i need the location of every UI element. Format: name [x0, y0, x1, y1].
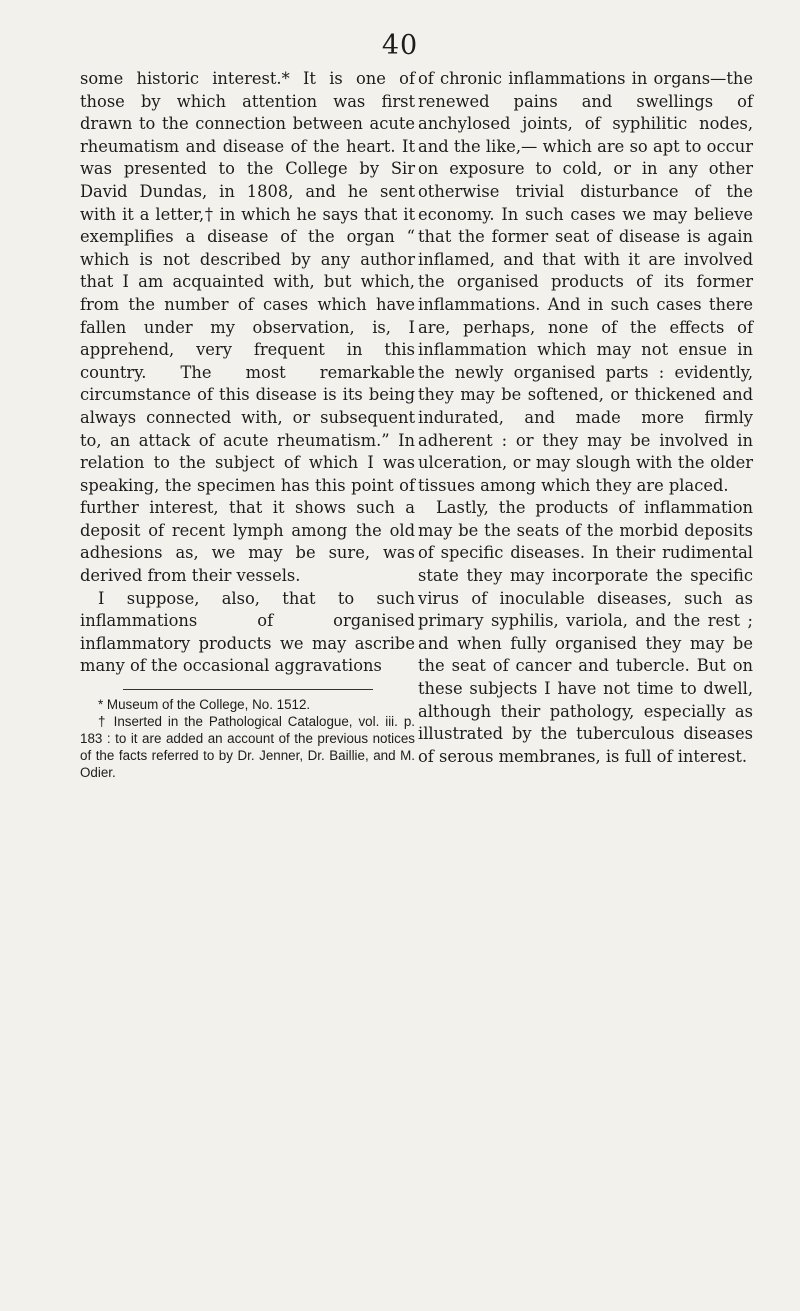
left-column	[80, 68, 415, 781]
footnote-1: * Museum of the College, No. 1512.	[98, 697, 311, 713]
footnote-divider	[123, 689, 373, 690]
footnote-2: † Inserted in the Pathological Catalogue, vol. iii. p. 183 : to it are added an account of the previous notices of the facts referred to by Dr. Jenner, Dr. Baillie, and M. Odier.	[80, 714, 415, 781]
left-paragraph-1: some historic interest.* It is one of those by which attention was first drawn to the connection between acute rheumatism and disease of the heart. It was presented to the College by Sir David Dundas, in 1808, and he sent with it a letter,† in which he says that it exemplifies a disease of the organ “ which is not described by any author that I am acquainted with, but which, from the number of cases which have fallen under my observation, is, I apprehend, very frequent in this country. The most remarkable circumstance of this disease is its being always connected with, or subsequent to, an attack of acute rheumatism.” In relation to the subject of which I was speaking, the specimen has this point of further interest, that it shows such a deposit of recent lymph among the old adhesions as, we may be sure, was derived from their vessels.	[80, 69, 415, 586]
footnotes	[80, 696, 415, 781]
right-column	[418, 68, 753, 768]
left-paragraph-2: I suppose, also, that to such inflammations of organised inflammatory products we may ascribe many of the occasional aggravations	[80, 588, 415, 676]
page-number: 40	[381, 30, 419, 61]
right-paragraph-1: of chronic inflammations in organs—the renewed pains and swellings of anchylosed joints, of syphilitic nodes, and the like,— which are so apt to occur on exposure to cold, or in any other otherwise trivial disturbance of the economy. In such cases we may believe that the former seat of disease is again inflamed, and that with it are involved the organised products of its former inflammations. And in such cases there are, perhaps, none of the effects of inflammation which may not ensue in the newly organised parts : evidently, they may be softened, or thickened and indurated, and made more firmly adherent : or they may be involved in ulceration, or may slough with the older tissues among which they are placed.	[418, 69, 753, 495]
right-paragraph-2: Lastly, the products of inflammation may be the seats of the morbid deposits of specific diseases. In their rudimental state they may incorporate the specific virus of inoculable diseases, such as primary syphilis, variola, and the rest ; and when fully organised they may be the seat of cancer and tubercle. But on these subjects I have not time to dwell, although their pathology, especially as illustrated by the tuberculous diseases of serous membranes, is full of interest.	[418, 498, 753, 766]
